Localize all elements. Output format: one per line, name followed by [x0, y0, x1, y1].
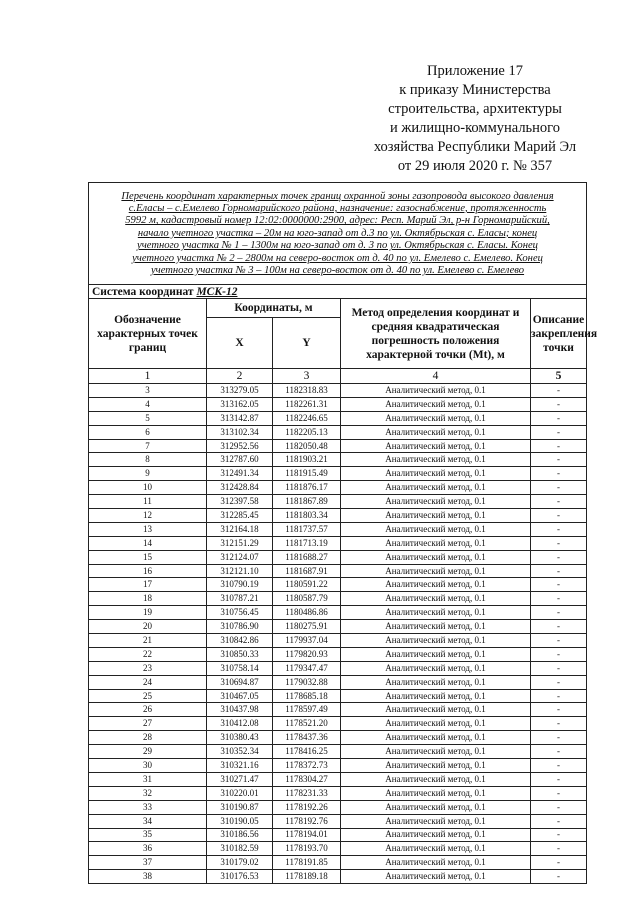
table-row: [89, 481, 587, 495]
method-cell: Аналитический метод, 0.1: [341, 578, 531, 592]
col-header-y: Y: [273, 318, 341, 369]
point-id-cell: 19: [89, 606, 207, 620]
table-row: [89, 384, 587, 398]
method-cell: Аналитический метод, 0.1: [341, 786, 531, 800]
caption-line: учетного участка № 2 – 2800м на северо-восток от д. 40 по ул. Емелево с. Емелево. Конец: [132, 252, 543, 264]
point-id-cell: 27: [89, 717, 207, 731]
table-row: [89, 745, 587, 759]
y-cell: 1182205.13: [273, 425, 341, 439]
col-number: 1: [89, 369, 207, 384]
description-cell: -: [531, 467, 587, 481]
table-row: [89, 634, 587, 648]
x-cell: 312285.45: [207, 509, 273, 523]
description-cell: -: [531, 425, 587, 439]
col-number: 2: [207, 369, 273, 384]
description-cell: -: [531, 578, 587, 592]
description-cell: -: [531, 856, 587, 870]
x-cell: 310758.14: [207, 661, 273, 675]
point-id-cell: 6: [89, 425, 207, 439]
y-cell: 1182318.83: [273, 384, 341, 398]
y-cell: 1179032.88: [273, 675, 341, 689]
table-row: [89, 731, 587, 745]
table-row: [89, 439, 587, 453]
x-cell: 310352.34: [207, 745, 273, 759]
y-cell: 1178597.49: [273, 703, 341, 717]
point-id-cell: 28: [89, 731, 207, 745]
description-cell: -: [531, 870, 587, 884]
table-row: [89, 647, 587, 661]
method-cell: Аналитический метод, 0.1: [341, 550, 531, 564]
point-id-cell: 25: [89, 689, 207, 703]
description-cell: -: [531, 384, 587, 398]
description-cell: -: [531, 481, 587, 495]
table-row: [89, 661, 587, 675]
col-number: 3: [273, 369, 341, 384]
caption-line: Перечень координат характерных точек границ охранной зоны газопровода высокого давления: [121, 190, 554, 202]
point-id-cell: 9: [89, 467, 207, 481]
header-line: к приказу Министерства: [399, 82, 551, 98]
x-cell: 310437.98: [207, 703, 273, 717]
description-cell: -: [531, 689, 587, 703]
table-row: [89, 425, 587, 439]
x-cell: 312491.34: [207, 467, 273, 481]
point-id-cell: 35: [89, 828, 207, 842]
description-cell: -: [531, 592, 587, 606]
table-row: [89, 703, 587, 717]
description-cell: -: [531, 453, 587, 467]
point-id-cell: 24: [89, 675, 207, 689]
y-cell: 1178189.18: [273, 870, 341, 884]
y-cell: 1180275.91: [273, 620, 341, 634]
header-line: хозяйства Республики Марий Эл: [373, 139, 577, 155]
method-cell: Аналитический метод, 0.1: [341, 647, 531, 661]
description-cell: -: [531, 550, 587, 564]
header-line: строительства, архитектуры: [388, 101, 562, 117]
header-line: Приложение 17: [427, 63, 523, 79]
y-cell: 1181915.49: [273, 467, 341, 481]
description-cell: -: [531, 522, 587, 536]
method-cell: Аналитический метод, 0.1: [341, 495, 531, 509]
caption-line: учетного участка № 1 – 1300м на юго-запад от д. 3 по ул. Октябрьская с. Еласы. Конец: [137, 240, 538, 252]
description-cell: -: [531, 564, 587, 578]
method-cell: Аналитический метод, 0.1: [341, 439, 531, 453]
coordinate-system: [89, 285, 587, 299]
caption-line: 5992 м, кадастровый номер 12:02:0000000:2900, адрес: Респ. Марий Эл, р-н Горномарийский,: [125, 215, 550, 227]
y-cell: 1178191.85: [273, 856, 341, 870]
x-cell: 310850.33: [207, 647, 273, 661]
description-cell: -: [531, 439, 587, 453]
y-cell: 1181688.27: [273, 550, 341, 564]
col-header-description: Описание закрепления точки: [531, 299, 587, 369]
x-cell: 310182.59: [207, 842, 273, 856]
description-cell: -: [531, 661, 587, 675]
table-row: [89, 689, 587, 703]
point-id-cell: 31: [89, 772, 207, 786]
method-cell: Аналитический метод, 0.1: [341, 564, 531, 578]
point-id-cell: 16: [89, 564, 207, 578]
point-id-cell: 14: [89, 536, 207, 550]
col-header-point: Обозначение характерных точек границ: [89, 299, 207, 369]
y-cell: 1181867.89: [273, 495, 341, 509]
x-cell: 310790.19: [207, 578, 273, 592]
table-row: [89, 828, 587, 842]
x-cell: 313162.05: [207, 397, 273, 411]
x-cell: 313142.87: [207, 411, 273, 425]
description-cell: -: [531, 397, 587, 411]
description-cell: -: [531, 814, 587, 828]
method-cell: Аналитический метод, 0.1: [341, 411, 531, 425]
col-header-coords: Координаты, м: [207, 299, 341, 318]
point-id-cell: 5: [89, 411, 207, 425]
description-cell: -: [531, 745, 587, 759]
table-row: [89, 397, 587, 411]
method-cell: Аналитический метод, 0.1: [341, 689, 531, 703]
x-cell: 310380.43: [207, 731, 273, 745]
table-row: [89, 495, 587, 509]
x-cell: 310842.86: [207, 634, 273, 648]
description-cell: -: [531, 731, 587, 745]
x-cell: 310220.01: [207, 786, 273, 800]
method-cell: Аналитический метод, 0.1: [341, 509, 531, 523]
y-cell: 1178231.33: [273, 786, 341, 800]
x-cell: 310756.45: [207, 606, 273, 620]
table-row: [89, 842, 587, 856]
method-cell: Аналитический метод, 0.1: [341, 661, 531, 675]
method-cell: Аналитический метод, 0.1: [341, 453, 531, 467]
point-id-cell: 26: [89, 703, 207, 717]
y-cell: 1178416.25: [273, 745, 341, 759]
y-cell: 1178194.01: [273, 828, 341, 842]
table-row: [89, 675, 587, 689]
description-cell: -: [531, 842, 587, 856]
table-row: [89, 786, 587, 800]
x-cell: 312397.58: [207, 495, 273, 509]
point-id-cell: 29: [89, 745, 207, 759]
point-id-cell: 38: [89, 870, 207, 884]
method-cell: Аналитический метод, 0.1: [341, 731, 531, 745]
col-header-method: Метод определения координат и средняя квадратическая погрешность положения характерной точки (Mt), м: [341, 299, 531, 369]
method-cell: Аналитический метод, 0.1: [341, 828, 531, 842]
point-id-cell: 13: [89, 522, 207, 536]
table-row: [89, 772, 587, 786]
x-cell: 312164.18: [207, 522, 273, 536]
description-cell: -: [531, 800, 587, 814]
y-cell: 1178192.26: [273, 800, 341, 814]
col-number: 4: [341, 369, 531, 384]
point-id-cell: 37: [89, 856, 207, 870]
description-cell: -: [531, 675, 587, 689]
x-cell: 310467.05: [207, 689, 273, 703]
y-cell: 1181803.34: [273, 509, 341, 523]
x-cell: 310271.47: [207, 772, 273, 786]
point-id-cell: 17: [89, 578, 207, 592]
x-cell: 310787.21: [207, 592, 273, 606]
y-cell: 1178192.76: [273, 814, 341, 828]
y-cell: 1181903.21: [273, 453, 341, 467]
method-cell: Аналитический метод, 0.1: [341, 606, 531, 620]
method-cell: Аналитический метод, 0.1: [341, 425, 531, 439]
y-cell: 1178437.36: [273, 731, 341, 745]
method-cell: Аналитический метод, 0.1: [341, 522, 531, 536]
description-cell: -: [531, 703, 587, 717]
table-row: [89, 453, 587, 467]
caption-line: учетного участка № 3 – 100м на северо-восток от д. 40 по ул. Емелево с. Емелево: [150, 265, 525, 277]
point-id-cell: 20: [89, 620, 207, 634]
table-row: [89, 467, 587, 481]
table-row: [89, 536, 587, 550]
y-cell: 1180486.86: [273, 606, 341, 620]
table-row: [89, 814, 587, 828]
x-cell: 312121.10: [207, 564, 273, 578]
header-line: от 29 июля 2020 г. № 357: [397, 158, 553, 174]
point-id-cell: 8: [89, 453, 207, 467]
y-cell: 1181876.17: [273, 481, 341, 495]
x-cell: 310179.02: [207, 856, 273, 870]
method-cell: Аналитический метод, 0.1: [341, 703, 531, 717]
caption-line: начало учетного участка – 20м на юго-запад от д.3 по ул. Октябрьская с. Еласы; конец: [137, 227, 538, 239]
table-row: [89, 717, 587, 731]
table-row: [89, 509, 587, 523]
x-cell: 313102.34: [207, 425, 273, 439]
description-cell: -: [531, 620, 587, 634]
point-id-cell: 4: [89, 397, 207, 411]
description-cell: -: [531, 828, 587, 842]
header-line: и жилищно-коммунального: [389, 120, 561, 136]
x-cell: 310186.56: [207, 828, 273, 842]
y-cell: 1182050.48: [273, 439, 341, 453]
method-cell: Аналитический метод, 0.1: [341, 814, 531, 828]
x-cell: 312787.60: [207, 453, 273, 467]
method-cell: Аналитический метод, 0.1: [341, 634, 531, 648]
y-cell: 1179937.04: [273, 634, 341, 648]
y-cell: 1179347.47: [273, 661, 341, 675]
x-cell: 313279.05: [207, 384, 273, 398]
description-cell: -: [531, 411, 587, 425]
method-cell: Аналитический метод, 0.1: [341, 759, 531, 773]
table-row: [89, 800, 587, 814]
method-cell: Аналитический метод, 0.1: [341, 870, 531, 884]
y-cell: 1182261.31: [273, 397, 341, 411]
col-header-x: X: [207, 318, 273, 369]
x-cell: 312952.56: [207, 439, 273, 453]
table-row: [89, 606, 587, 620]
point-id-cell: 11: [89, 495, 207, 509]
description-cell: -: [531, 647, 587, 661]
x-cell: 312124.07: [207, 550, 273, 564]
y-cell: 1181687.91: [273, 564, 341, 578]
table-row: [89, 592, 587, 606]
x-cell: 312151.29: [207, 536, 273, 550]
method-cell: Аналитический метод, 0.1: [341, 800, 531, 814]
table-row: [89, 564, 587, 578]
table-row: [89, 620, 587, 634]
point-id-cell: 10: [89, 481, 207, 495]
method-cell: Аналитический метод, 0.1: [341, 467, 531, 481]
x-cell: 310786.90: [207, 620, 273, 634]
x-cell: 310190.05: [207, 814, 273, 828]
x-cell: 310412.08: [207, 717, 273, 731]
table-body: [89, 384, 587, 884]
description-cell: -: [531, 772, 587, 786]
table-row: [89, 856, 587, 870]
caption-line: с.Еласы – с.Емелево Горномарийского района, назначение: газоснабжение, протяженность: [128, 202, 547, 214]
y-cell: 1181713.19: [273, 536, 341, 550]
point-id-cell: 30: [89, 759, 207, 773]
point-id-cell: 21: [89, 634, 207, 648]
point-id-cell: 22: [89, 647, 207, 661]
method-cell: Аналитический метод, 0.1: [341, 620, 531, 634]
point-id-cell: 3: [89, 384, 207, 398]
description-cell: -: [531, 759, 587, 773]
method-cell: Аналитический метод, 0.1: [341, 536, 531, 550]
table-caption: [89, 183, 587, 285]
y-cell: 1180587.79: [273, 592, 341, 606]
coordinate-system-value: МСК-12: [196, 285, 238, 298]
coordinates-table: [88, 182, 598, 884]
y-cell: 1178304.27: [273, 772, 341, 786]
method-cell: Аналитический метод, 0.1: [341, 592, 531, 606]
x-cell: 312428.84: [207, 481, 273, 495]
point-id-cell: 7: [89, 439, 207, 453]
y-cell: 1178685.18: [273, 689, 341, 703]
y-cell: 1178193.70: [273, 842, 341, 856]
method-cell: Аналитический метод, 0.1: [341, 856, 531, 870]
point-id-cell: 23: [89, 661, 207, 675]
point-id-cell: 15: [89, 550, 207, 564]
point-id-cell: 12: [89, 509, 207, 523]
description-cell: -: [531, 495, 587, 509]
table-row: [89, 550, 587, 564]
method-cell: Аналитический метод, 0.1: [341, 717, 531, 731]
table-row: [89, 578, 587, 592]
y-cell: 1179820.93: [273, 647, 341, 661]
col-number: 5: [531, 369, 587, 384]
method-cell: Аналитический метод, 0.1: [341, 745, 531, 759]
description-cell: -: [531, 536, 587, 550]
x-cell: 310190.87: [207, 800, 273, 814]
point-id-cell: 34: [89, 814, 207, 828]
method-cell: Аналитический метод, 0.1: [341, 481, 531, 495]
table-row: [89, 411, 587, 425]
description-cell: -: [531, 717, 587, 731]
document-header: [340, 62, 610, 176]
method-cell: Аналитический метод, 0.1: [341, 675, 531, 689]
y-cell: 1181737.57: [273, 522, 341, 536]
x-cell: 310176.53: [207, 870, 273, 884]
method-cell: Аналитический метод, 0.1: [341, 842, 531, 856]
method-cell: Аналитический метод, 0.1: [341, 397, 531, 411]
y-cell: 1182246.65: [273, 411, 341, 425]
table-row: [89, 870, 587, 884]
table-row: [89, 522, 587, 536]
coordinate-system-label: Система координат: [92, 285, 194, 298]
point-id-cell: 18: [89, 592, 207, 606]
x-cell: 310694.87: [207, 675, 273, 689]
description-cell: -: [531, 786, 587, 800]
point-id-cell: 32: [89, 786, 207, 800]
table-row: [89, 759, 587, 773]
method-cell: Аналитический метод, 0.1: [341, 772, 531, 786]
x-cell: 310321.16: [207, 759, 273, 773]
y-cell: 1178372.73: [273, 759, 341, 773]
method-cell: Аналитический метод, 0.1: [341, 384, 531, 398]
point-id-cell: 33: [89, 800, 207, 814]
description-cell: -: [531, 606, 587, 620]
description-cell: -: [531, 634, 587, 648]
y-cell: 1178521.20: [273, 717, 341, 731]
description-cell: -: [531, 509, 587, 523]
y-cell: 1180591.22: [273, 578, 341, 592]
point-id-cell: 36: [89, 842, 207, 856]
